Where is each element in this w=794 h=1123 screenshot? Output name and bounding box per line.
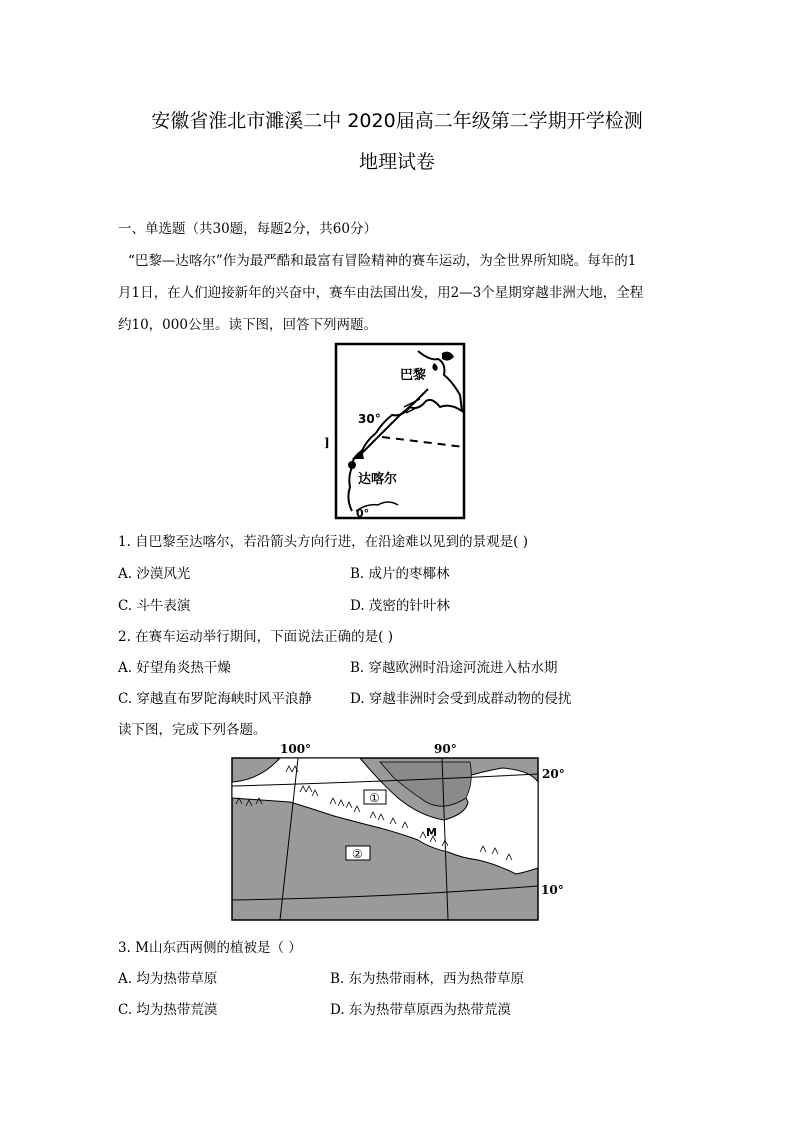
q2-option-b: B. 穿越欧洲时沿途河流进入枯水期 — [350, 660, 558, 676]
map2-mark-2: ② — [352, 847, 363, 861]
map2-mark-m: M — [426, 826, 437, 839]
map1-label-0: 0° — [356, 507, 370, 520]
q1-option-b: B. 成片的枣椰林 — [350, 566, 450, 582]
q3-stem: 3. M山东西两侧的植被是（ ） — [118, 940, 302, 956]
q2-option-c: C. 穿越直布罗陀海峡时风平浪静 — [118, 691, 312, 707]
map-central-america — [230, 742, 570, 924]
q2-stem: 2. 在赛车运动举行期间，下面说法正确的是( ) — [118, 629, 393, 645]
map-paris-dakar — [322, 341, 472, 521]
map1-label-side: ] — [324, 436, 330, 450]
q3-option-b: B. 东为热带雨林，西为热带草原 — [330, 971, 525, 987]
q3-option-c: C. 均为热带荒漠 — [118, 1002, 218, 1018]
passage1-line3: 约10，000公里。读下图，回答下列两题。 — [118, 317, 377, 333]
q1-option-a: A. 沙漠风光 — [118, 566, 191, 582]
section-heading: 一、单选题（共30题，每题2分，共60分） — [118, 221, 377, 237]
q2-option-a: A. 好望角炎热干燥 — [118, 660, 231, 676]
map2-lat-10: 10° — [541, 883, 564, 897]
map1-label-30: 30° — [358, 412, 381, 426]
map2-lat-20: 20° — [542, 767, 565, 781]
map2-lon-90: 90° — [434, 742, 457, 756]
page-title: 安徽省淮北市濉溪二中 2020届高二年级第二学期开学检测 — [151, 110, 643, 132]
intro-map2: 读下图，完成下列各题。 — [118, 722, 267, 738]
map2-lon-100: 100° — [280, 742, 312, 756]
map1-label-paris: 巴黎 — [400, 368, 427, 383]
page-subtitle: 地理试卷 — [358, 151, 435, 173]
passage1-line1: “巴黎—达喀尔”作为最严酷和最富有冒险精神的赛车运动，为全世界所知晓。每年的1 — [128, 253, 637, 269]
map2-mark-1: ① — [369, 791, 380, 805]
map1-label-dakar: 达喀尔 — [358, 472, 398, 487]
q1-option-c: C. 斗牛表演 — [118, 598, 191, 614]
q1-stem: 1. 自巴黎至达喀尔，若沿箭头方向行进，在沿途难以见到的景观是( ) — [118, 534, 528, 550]
q2-option-d: D. 穿越非洲时会受到成群动物的侵扰 — [350, 691, 572, 707]
q3-option-a: A. 均为热带草原 — [118, 971, 218, 987]
q3-option-d: D. 东为热带草原西为热带荒漠 — [330, 1002, 511, 1018]
passage1-line2: 月1日，在人们迎接新年的兴奋中，赛车由法国出发，用2—3个星期穿越非洲大地，全程 — [118, 285, 644, 301]
q1-option-d: D. 茂密的针叶林 — [350, 598, 450, 614]
